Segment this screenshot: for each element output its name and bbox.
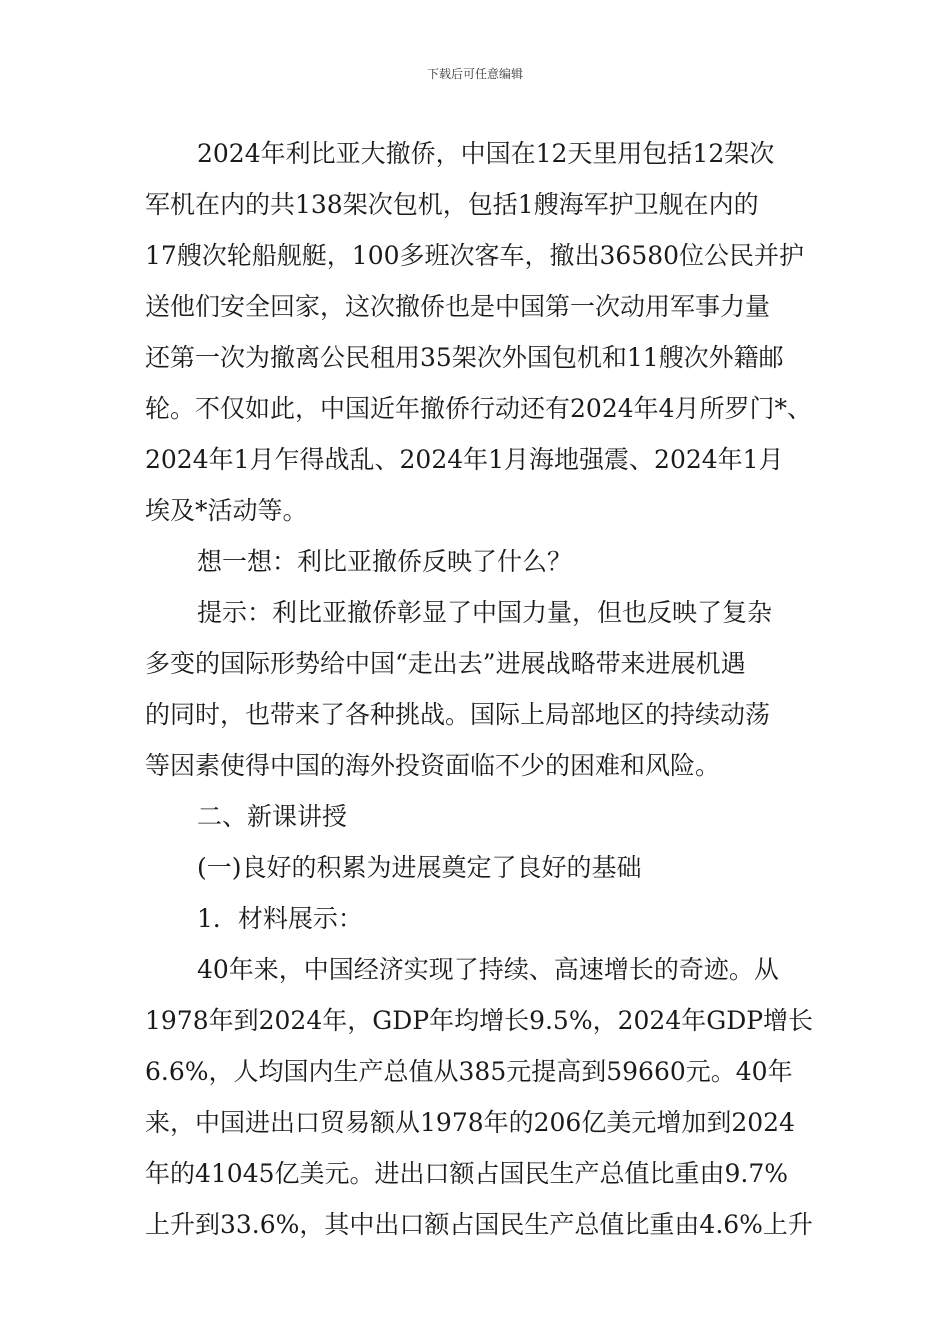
text-line: (一)良好的积累为进展奠定了良好的基础 bbox=[197, 853, 642, 882]
paragraph-libya-evacuation bbox=[145, 128, 813, 536]
document-body bbox=[145, 128, 814, 1250]
text-line: 年的41045亿美元。进出口额占国民生产总值比重由9.7% bbox=[145, 1159, 789, 1188]
text-line: 40年来，中国经济实现了持续、高速增长的奇迹。从 bbox=[197, 955, 779, 984]
text-line: 2024年利比亚大撤侨，中国在12天里用包括12架次 bbox=[197, 139, 775, 168]
text-line: 想一想：利比亚撤侨反映了什么？ bbox=[197, 547, 573, 576]
text-line: 来，中国进出口贸易额从1978年的206亿美元增加到2024 bbox=[145, 1108, 795, 1137]
material-display-heading bbox=[145, 893, 810, 944]
text-line: 埃及*活动等。 bbox=[145, 496, 308, 525]
text-line: 1．材料展示： bbox=[197, 904, 363, 933]
subsection-heading bbox=[145, 842, 810, 893]
text-line: 二、新课讲授 bbox=[197, 802, 348, 831]
text-line: 17艘次轮船舰艇，100多班次客车，撤出36580位公民并护 bbox=[145, 241, 805, 270]
text-line: 还第一次为撤离公民租用35架次外国包机和11艘次外籍邮 bbox=[145, 343, 784, 372]
text-line: 轮。不仅如此，中国近年撤侨行动还有2024年4月所罗门*、 bbox=[145, 394, 813, 423]
text-line: 等因素使得中国的海外投资面临不少的困难和风险。 bbox=[145, 751, 721, 780]
paragraph-economy bbox=[145, 944, 814, 1250]
text-line: 2024年1月乍得战乱、2024年1月海地强震、2024年1月 bbox=[145, 445, 784, 474]
text-line: 1978年到2024年，GDP年均增长9.5%，2024年GDP增长 bbox=[145, 1006, 814, 1035]
paragraph-hint bbox=[145, 587, 810, 791]
section-heading-new-lesson bbox=[145, 791, 810, 842]
text-line: 6.6%，人均国内生产总值从385元提高到59660元。40年 bbox=[145, 1057, 793, 1086]
paragraph-question bbox=[145, 536, 810, 587]
text-line: 送他们安全回家，这次撤侨也是中国第一次动用军事力量 bbox=[145, 292, 771, 321]
text-line: 提示：利比亚撤侨彰显了中国力量，但也反映了复杂 bbox=[197, 598, 773, 627]
page-header: 下载后可任意编辑 bbox=[426, 67, 523, 81]
text-line: 军机在内的共138架次包机，包括1艘海军护卫舰在内的 bbox=[145, 190, 759, 219]
text-line: 的同时，也带来了各种挑战。国际上局部地区的持续动荡 bbox=[145, 700, 771, 729]
text-line: 多变的国际形势给中国“走出去”进展战略带来进展机遇 bbox=[145, 649, 746, 678]
text-line: 上升到33.6%，其中出口额占国民生产总值比重由4.6%上升 bbox=[145, 1210, 813, 1239]
